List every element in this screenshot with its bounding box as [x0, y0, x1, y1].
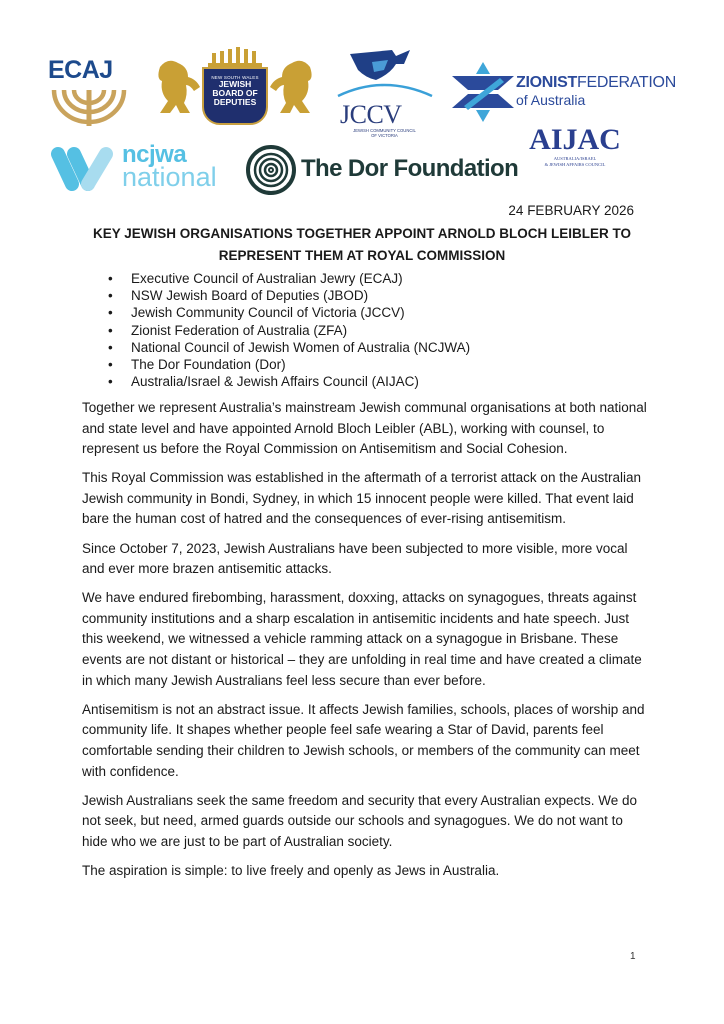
list-item: • Australia/Israel & Jewish Affairs Council (AIJAC)	[108, 373, 470, 390]
flag-icon	[332, 48, 437, 108]
zfa-wordmark-bold: ZIONIST	[516, 74, 578, 91]
ncjwa-subtitle: national	[122, 162, 217, 192]
jccv-subtitle-line2: OF VICTORIA	[371, 133, 398, 138]
dor-logo	[245, 144, 519, 196]
list-item: • Executive Council of Australian Jewry (ECAJ)	[108, 270, 470, 287]
dor-wordmark: The Dor Foundation	[301, 155, 519, 182]
list-item: • Zionist Federation of Australia (ZFA)	[108, 322, 470, 339]
list-item: • The Dor Foundation (Dor)	[108, 356, 470, 373]
zfa-subtitle: of Australia	[516, 92, 586, 108]
document-title-line2: REPRESENT THEM AT ROYAL COMMISSION	[218, 248, 506, 263]
list-item: • National Council of Jewish Women of Australia (NCJWA)	[108, 339, 470, 356]
aijac-logo	[520, 124, 630, 184]
menorah-icon	[50, 88, 128, 128]
jbod-line-jewish: JEWISH	[218, 79, 252, 89]
ncjwa-wordmark: ncjwa	[122, 141, 187, 168]
jbod-logo	[150, 47, 320, 127]
list-item: • NSW Jewish Board of Deputies (JBOD)	[108, 287, 470, 304]
ecaj-wordmark: ECAJ	[48, 56, 113, 84]
paragraph: Together we represent Australia’s mainstream Jewish communal organisations at both national and state level and have appointed Arnold Bloch Leibler (ABL), working with counsel, to represent us before the Royal Commission on Antisemitism and Social Cohesion.	[82, 400, 647, 457]
jbod-line-deputies: DEPUTIES	[213, 97, 257, 107]
ecaj-logo	[48, 56, 130, 128]
ncjwa-logo	[50, 141, 235, 194]
aijac-wordmark: AIJAC	[529, 123, 621, 156]
zfa-logo	[450, 62, 675, 122]
jccv-subtitle-line1: JEWISH COMMUNITY COUNCIL	[353, 128, 416, 133]
jbod-line-board: BOARD OF	[212, 88, 258, 98]
document-title-line1: KEY JEWISH ORGANISATIONS TOGETHER APPOINT ARNOLD BLOCH LEIBLER TO	[92, 226, 632, 241]
list-item: • Jewish Community Council of Victoria (JCCV)	[108, 304, 470, 321]
aijac-subtitle-line1: AUSTRALIA/ISRAEL	[553, 156, 597, 161]
zfa-wordmark-regular: FEDERATION	[577, 74, 676, 91]
paragraph: Antisemitism is not an abstract issue. It affects Jewish families, schools, places of worship and community life. It shapes whether people feel safe wearing a Star of David, parents feel comfortable sending their children to Jewish schools, or members of the community can meet with confidence.	[82, 701, 645, 779]
jbod-subtitle: NEW SOUTH WALES	[211, 75, 259, 80]
jccv-logo	[332, 48, 437, 138]
paragraph: Jewish Australians seek the same freedom and security that every Australian expects. We do not seek, but need, armed guards outside our schools and synagogues. We do not want to hide who we are just to be part of Australian society.	[82, 792, 638, 849]
paragraph: This Royal Commission was established in the aftermath of a terrorist attack on the Australian Jewish community in Bondi, Sydney, in which 15 innocent people were killed. That event laid bare the human cost of hatred and the consequences of ever-rising antisemitism.	[82, 470, 642, 527]
document-title	[60, 223, 664, 267]
document-date: 24 FEBRUARY 2026	[508, 203, 634, 218]
tree-rings-icon	[245, 144, 297, 196]
ncjwa-w-icon	[50, 144, 116, 194]
organisation-list	[108, 270, 470, 390]
paragraph: Since October 7, 2023, Jewish Australians have been subjected to more visible, more vocal and ever more brazen antisemitic attacks.	[82, 540, 628, 577]
page-number: 1	[630, 951, 636, 962]
jccv-wordmark: JCCV	[340, 100, 402, 129]
star-of-david-icon	[450, 62, 516, 122]
document-body	[82, 398, 652, 890]
jccv-subtitle	[332, 128, 437, 138]
paragraph: The aspiration is simple: to live freely and openly as Jews in Australia.	[82, 862, 500, 878]
paragraph: We have endured firebombing, harassment, doxxing, attacks on synagogues, threats against community institutions and a sharp escalation in antisemitic incidents and hate speech. Just this weekend, we witnessed a vehicle ramming attack on a synagogue in Brisbane. These events are not distant or historical – they are unfolding in real time and have created a climate in which many Jewish Australians feel less secure than ever before.	[82, 590, 642, 688]
zfa-wordmark	[516, 74, 676, 92]
jbod-shield	[202, 67, 268, 125]
aijac-subtitle-line2: & JEWISH AFFAIRS COUNCIL	[544, 161, 606, 167]
